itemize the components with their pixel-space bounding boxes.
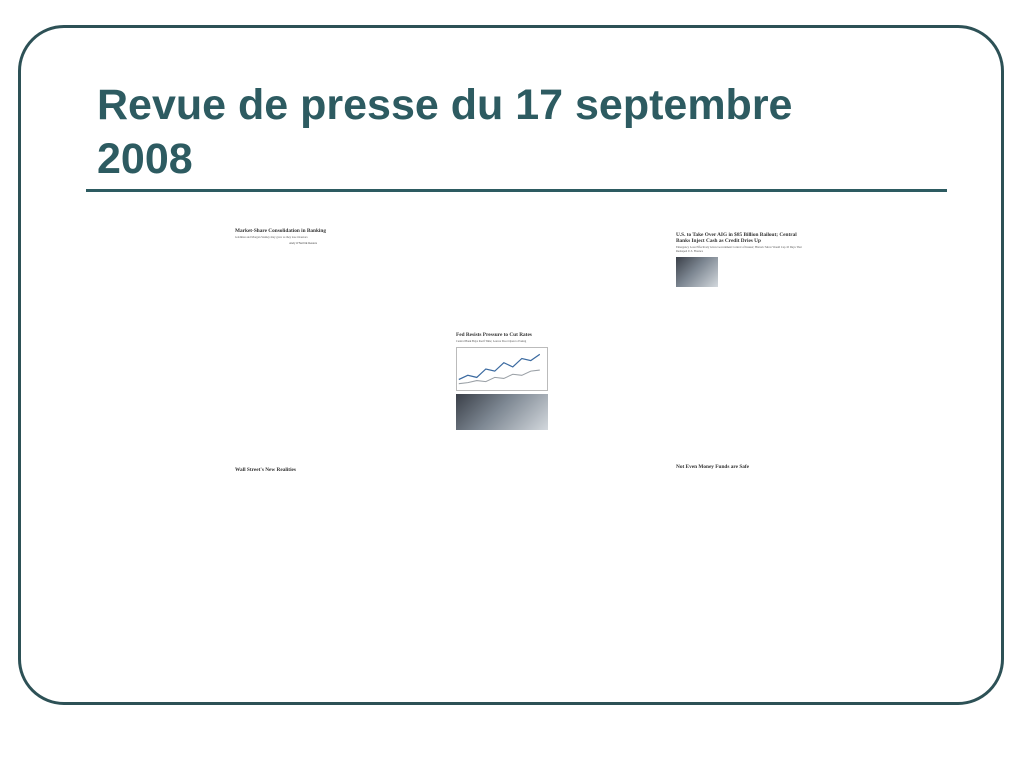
- article-photo: [676, 257, 718, 287]
- article-headline: Wall Street's New Realities: [235, 467, 296, 473]
- article-headline: Fed Resists Pressure to Cut Rates: [456, 332, 532, 338]
- article-photo: [456, 394, 548, 430]
- article-chart-image: [456, 347, 548, 391]
- article-subhead: Goldman and Morgan Stanley may grow as they lose investors: [235, 235, 308, 240]
- article-fed-rates: [456, 332, 548, 472]
- article-headline: Not Even Money Funds are Safe: [676, 464, 750, 470]
- article-money-funds: [676, 464, 810, 640]
- article-headline: Market-Share Consolidation in Banking: [235, 228, 326, 234]
- slide-title: Revue de presse du 17 septembre 2008: [97, 81, 793, 183]
- article-headline: U.S. to Take Over AIG in $85 Billion Bailout; Central Banks Inject Cash as Credit Dries Up: [676, 232, 797, 245]
- article-subhead: Emergency Loan Effectively Gives Government Control of Insurer; Historic Move Would Cap 10 Days That Reshaped U.S. Finance: [676, 245, 802, 253]
- article-byline: Andy O'Neill & Reuters: [288, 240, 318, 245]
- article-wall-street: [235, 467, 371, 633]
- article-market-share: [235, 228, 371, 404]
- title-rule: [86, 189, 947, 192]
- article-aig: [676, 232, 810, 412]
- article-subhead: Central Bank Buys Itself Time; Leaves Door Open to Easing: [456, 339, 527, 344]
